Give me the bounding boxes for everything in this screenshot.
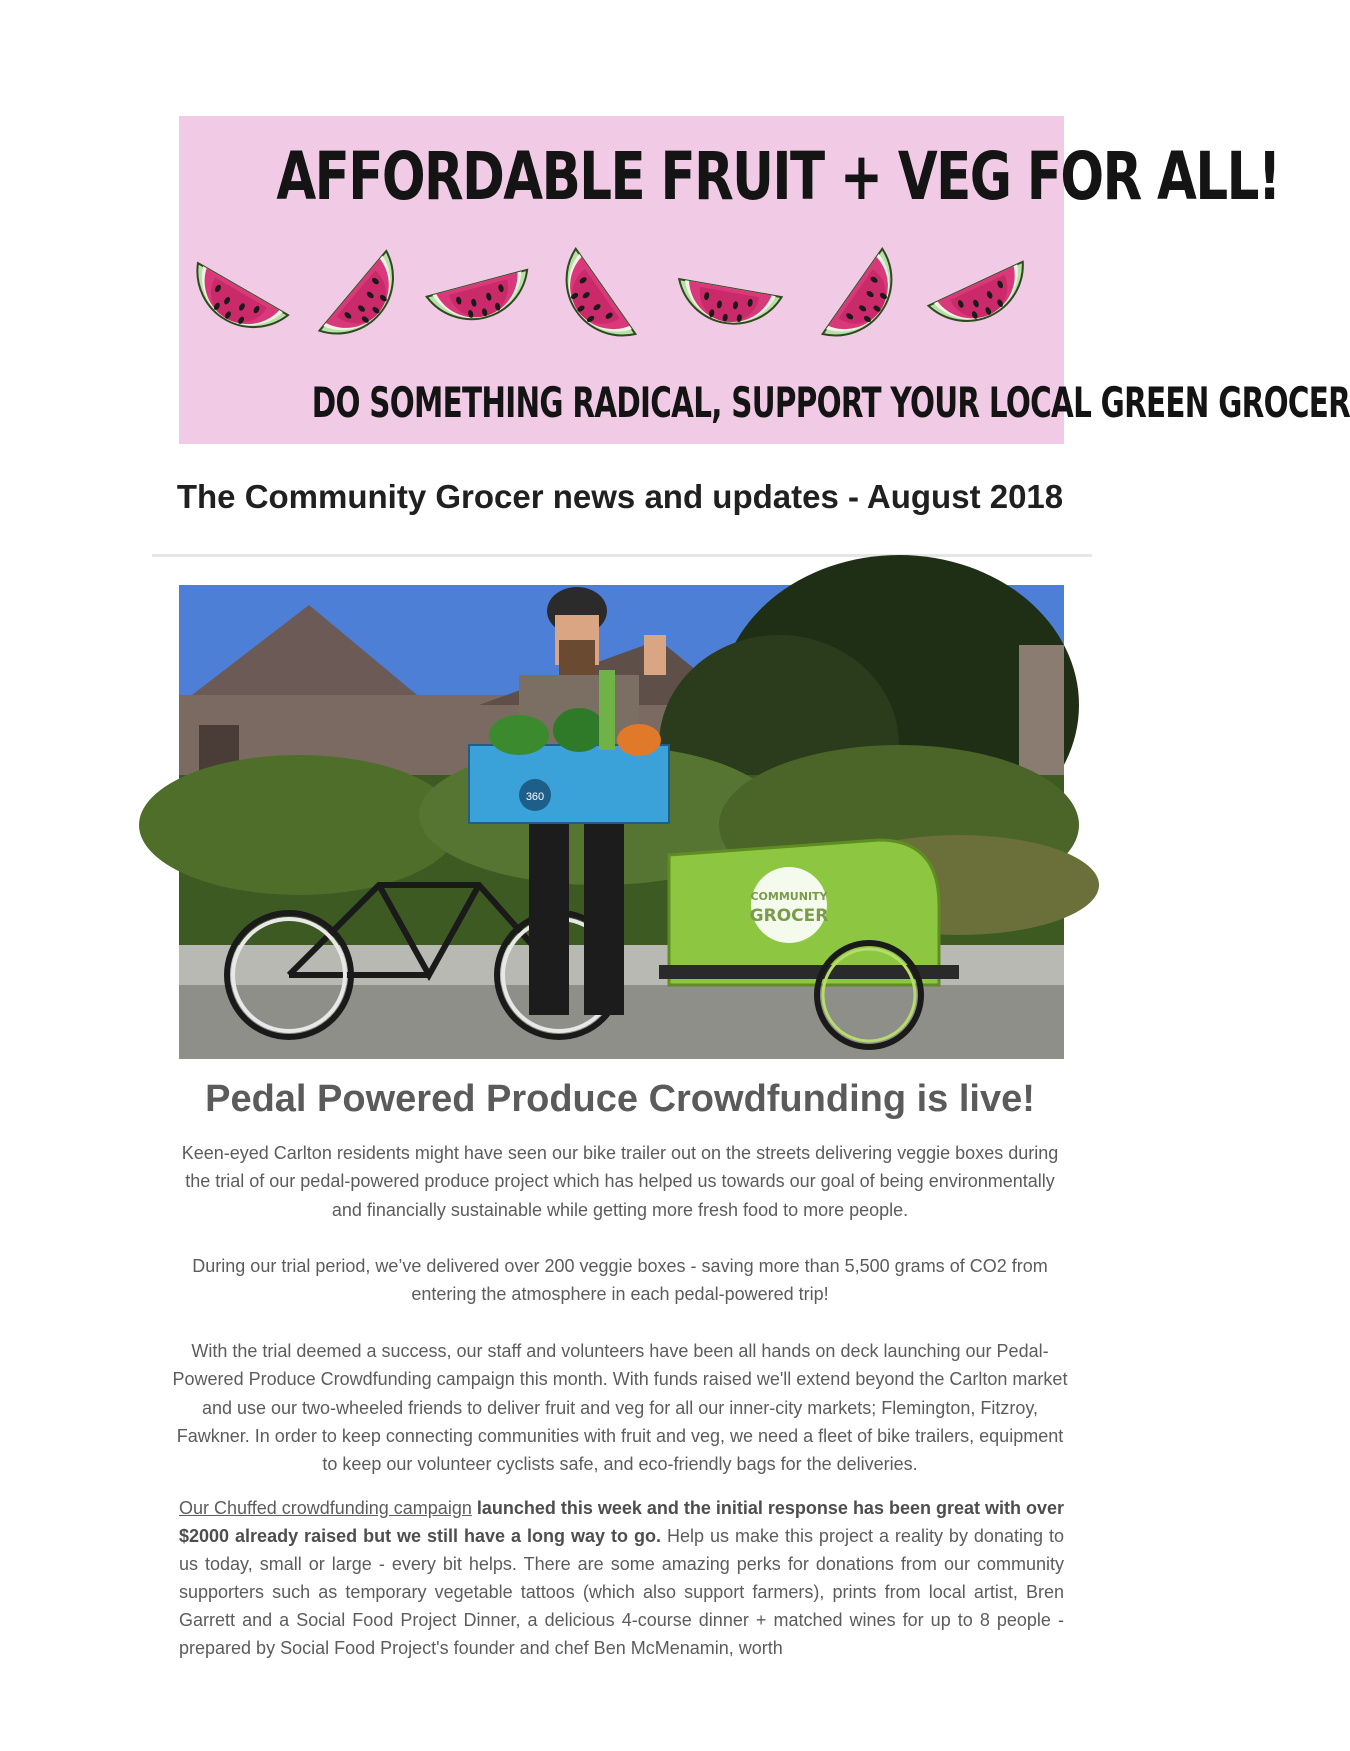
paragraph-4-text: Help us make this project a reality by donating to us today, small or large - every bit helps. There are some amazing perks for donations from our community supporters such as temporary vegetable tattoos (which also support farmers), prints from local artist, Bren Garrett and a Social Food Project Dinner, a delicious 4-course dinner + matched wines for up to 8 people - prepared by Social Food Project's founder and chef Ben McMenamin, worth [179,1526,1064,1658]
banner-headline: AFFORDABLE FRUIT + VEG FOR ALL! [276,138,1280,215]
banner-image [179,116,1350,444]
article-title: Pedal Powered Produce Crowdfunding is live! [205,1078,1035,1120]
article-paragraph-2: During our trial period, we’ve delivered over 200 veggie boxes - saving more than 5,500 grams of CO2 from entering the atmosphere in each pedal-powered trip! [192,1256,1048,1305]
article-paragraph-3: With the trial deemed a success, our staff and volunteers have been all hands on deck launching our Pedal-Powered Produce Crowdfunding campaign this month. With funds raised we'll extend beyond the Carlton market and use our two-wheeled friends to deliver fruit and veg for all our inner-city markets; Flemington, Fitzroy, Fawkner. In order to keep connecting communities with fruit and veg, we need a fleet of bike trailers, equipment to keep our volunteer cyclists safe, and eco-friendly bags for the deliveries. [172,1341,1068,1475]
banner-subline: DO SOMETHING RADICAL, SUPPORT YOUR LOCAL GREEN GROCER [311,378,1350,427]
article-paragraph-1: Keen-eyed Carlton residents might have seen our bike trailer out on the streets delivering veggie boxes during the trial of our pedal-powered produce project which has helped us towards our goal of being environmentally and financially sustainable while getting more fresh food to more people. [181,1143,1059,1220]
cyclist-trailer-photo [179,585,1064,1059]
chuffed-campaign-link[interactable]: Our Chuffed crowdfunding campaign [179,1498,472,1518]
divider [152,554,1092,557]
trailer-logo-line1: COMMUNITY [750,890,828,903]
paragraph-4-bold-text: launched this week and the initial response has been great with over $2000 already raised but we still have a long way to go. [179,1498,1064,1546]
article-paragraph-4 [179,1494,1064,1662]
watermelon-slices-illustration [179,236,1064,366]
trailer-logo-line2: GROCER [749,906,829,926]
box-label: 360 [525,791,545,803]
newsletter-title: The Community Grocer news and updates - August 2018 [176,478,1064,515]
